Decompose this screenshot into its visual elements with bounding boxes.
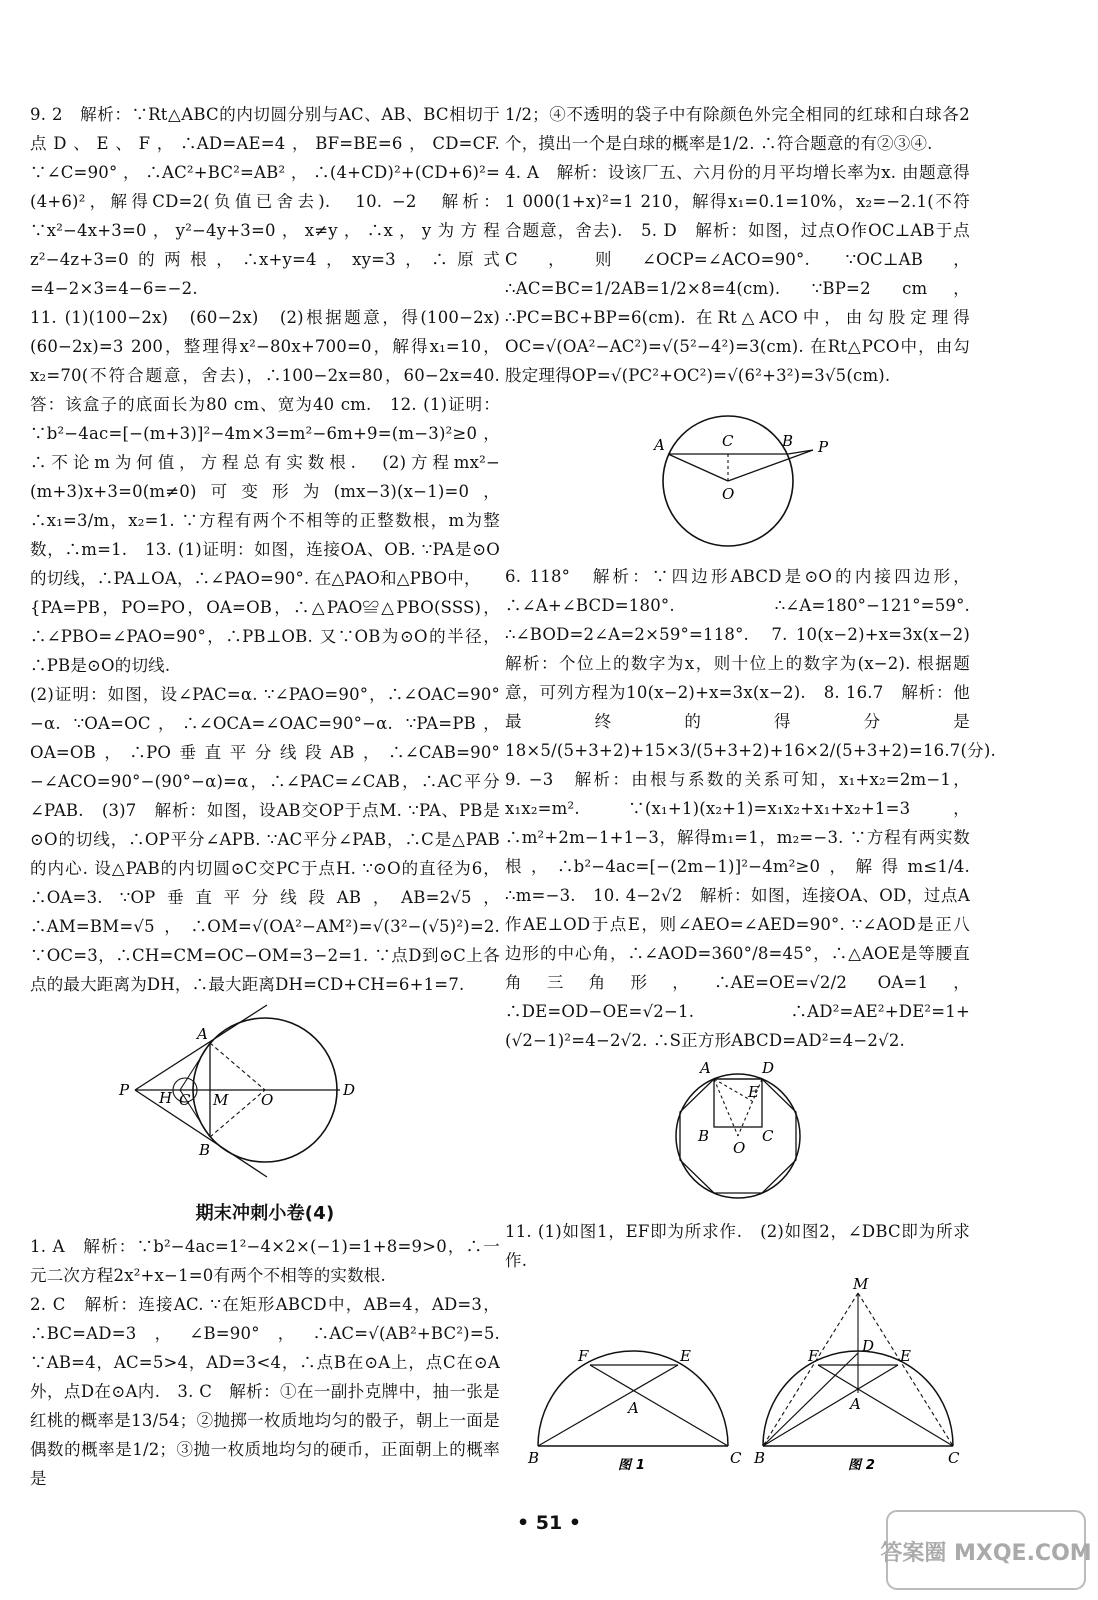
answer-11: 11. (1)如图1，EF即为所求作. (2)如图2，∠DBC即为所求作. — [505, 1222, 970, 1270]
fig2-label-a: A — [849, 1395, 861, 1413]
circle-chord-figure — [638, 396, 838, 556]
tangent-label-d: D — [343, 1081, 356, 1099]
fig2-label-d: D — [861, 1337, 874, 1355]
answer-13-part2-3: (2)证明：如图，设∠PAC=α. ∵∠PAO=90°，∴∠OAC=90°−α. ∵OA=OC，∴∠OCA=∠OAC=90°−α. ∵PA=PB，OA=OB，∴PO垂直平分线段AB，∴∠CAB=90°−∠ACO=90°−(90°−α)=α，∴∠PAC=∠CAB，∴AC平分∠PAB. (3)7 解析：如图，设AB交OP于点M. ∵PA、PB是⊙O的切线，∴OP平分∠APB. ∵AC平分∠PAB，∴C是△PAB的内心. 设△PAB的内切圆⊙C交PC于点H. ∵⊙O的直径为6，∴OA=3. ∵OP垂直平分线段AB，AB=2√5，∴AM=BM=√5，∴OM=√(OA²−AM²)=√(3²−(√5)²)=2. ∵OC=3，∴CH=CM=OC−OM=3−2=1. ∵点D到⊙C上各点的最大距离为DH，∴最大距离DH=CD+CH=6+1=7. — [30, 685, 500, 994]
fig1-label-c: C — [729, 1449, 742, 1467]
fig1-label-f: F — [577, 1347, 589, 1365]
answer-4-5: 4. A 解析：设该厂五、六月份的月平均增长率为x. 由题意得1 000(1+x)²=1 210，解得x₁=0.1=10%，x₂=−2.1(不符合题意，舍去). 5. D 解析：如图，过点O作OC⊥AB于点C，则∠OCP=∠ACO=90°. ∵OC⊥AB，∴AC=BC=1/2AB=1/2×8=4(cm). ∵BP=2 cm，∴PC=BC+BP=6(cm). 在Rt△ACO中，由勾股定理得OC=√(OA²−AC²)=√(5²−4²)=3(cm). 在Rt△PCO中，由勾股定理得OP=√(PC²+OC²)=√(6²+3²)=3√5(cm). — [505, 163, 970, 385]
tangent-circle-figure — [115, 1005, 415, 1185]
tangent-label-p: P — [119, 1081, 130, 1099]
tangent-label-h: H — [159, 1089, 173, 1107]
fig2-label-m: M — [852, 1275, 869, 1293]
oct-label-d: D — [761, 1059, 774, 1077]
tangent-label-c: C — [179, 1091, 191, 1109]
answer-4-1: 1. A 解析：∵b²−4ac=1²−4×2×(−1)=1+8=9>0，∴一元二次方程2x²+x−1=0有两个不相等的实数根. — [30, 1237, 500, 1285]
fig2-label-e: E — [899, 1347, 911, 1365]
circle-label-a: A — [653, 436, 665, 454]
answer-4-2-3: 2. C 解析：连接AC. ∵在矩形ABCD中，AB=4，AD=3，∴BC=AD=3，∠B=90°，∴AC=√(AB²+BC²)=5. ∵AB=4，AC=5>4，AD=3<4，∴点B在⊙A上，点C在⊙A外，点D在⊙A内. 3. C 解析：①在一副扑克牌中，抽一张是红桃的概率是13/54；②抛掷一枚质地均匀的骰子，朝上一面是偶数的概率是1/2；③抛一枚质地均匀的硬币，正面朝上的概率是 — [30, 1295, 500, 1488]
oct-label-o: O — [732, 1139, 745, 1157]
answer-11-13: 11. (1)(100−2x) (60−2x) (2)根据题意，得(100−2x)(60−2x)=3 200，整理得x²−80x+700=0，解得x₁=10，x₂=70(不符合题意，舍去)，∴100−2x=80，60−2x=40. 答：该盒子的底面长为80 cm、宽为40 cm. 12. (1)证明：∵b²−4ac=[−(m+3)]²−4m×3=m²−6m+9=(m−3)²≥0，∴不论m为何值，方程总有实数根. (2)方程mx²−(m+3)x+3=0(m≠0)可变形为(mx−3)(x−1)=0，∴x₁=3/m，x₂=1. ∵方程有两个不相等的正整数根，m为整数，∴m=1. 13. (1)证明：如图，连接OA、OB. ∵PA是⊙O的切线，∴PA⊥OA，∴∠PAO=90°. 在△PAO和△PBO中， — [30, 308, 500, 588]
right-column — [505, 100, 1013, 1477]
answer-3-continued: 1/2；④不透明的袋子中有除颜色外完全相同的红球和白球各2个，摸出一个是白球的概率是1/2. ∴符合题意的有②③④. — [505, 105, 970, 153]
answer-9-10: 9. 2 解析：∵Rt△ABC的内切圆分别与AC、AB、BC相切于点D、E、F，∴AD=AE=4，BF=BE=6，CD=CF. ∵∠C=90°，∴AC²+BC²=AB²，∴(4+CD)²+(CD+6)²=(4+6)²，解得CD=2(负值已舍去). 10. −2 解析：∵x²−4x+3=0，y²−4y+3=0，x≠y，∴x，y为方程z²−4z+3=0的两根，∴x+y=4，xy=3，∴原式=4−2×3=4−6=−2. — [30, 105, 500, 298]
oct-label-c: C — [761, 1127, 774, 1145]
watermark-logo — [880, 1510, 1092, 1590]
answer-6-10: 6. 118° 解析：∵四边形ABCD是⊙O的内接四边形，∴∠A+∠BCD=180°. ∴∠A=180°−121°=59°. ∴∠BOD=2∠A=2×59°=118°. 7. 10(x−2)+x=3x(x−2) 解析：个位上的数字为x，则十位上的数字为(x−2). 根据题意，可列方程为10(x−2)+x=3x(x−2). 8. 16.7 解析：他最终的得分是18×5/(5+3+2)+15×3/(5+3+2)+16×2/(5+3+2)=16.7(分). 9. −3 解析：由根与系数的关系可知，x₁+x₂=2m−1，x₁x₂=m². ∵(x₁+1)(x₂+1)=x₁x₂+x₁+x₂+1=3，∴m²+2m−1+1−3，解得m₁=1，m₂=−3. ∵方程有两实数根，∴b²−4ac=[−(2m−1)]²−4m²≥0，解得m≤1/4. ∴m=−3. 10. 4−2√2 解析：如图，连接OA、OD，过点A作AE⊥OD于点E，则∠AEO=∠AED=90°. ∵∠AOD是正八边形的中心角，∴∠AOD=360°/8=45°，∴△AOE是等腰直角三角形，∴AE=OE=√2/2 OA=1，∴DE=OD−OE=√2−1. ∴AD²=AE²+DE²=1+(√2−1)²=4−2√2. ∴S正方形ABCD=AD²=4−2√2. — [505, 567, 1013, 1050]
oct-label-e: E — [747, 1083, 759, 1101]
semicircle-figures — [518, 1275, 960, 1473]
circle-label-b: B — [781, 432, 793, 450]
tangent-label-m: M — [213, 1091, 229, 1109]
oct-label-b: B — [697, 1127, 709, 1145]
circle-label-o: O — [721, 485, 734, 503]
octagon-figure — [658, 1061, 818, 1211]
circle-label-p: P — [817, 438, 828, 456]
section-title: 期末冲刺小卷(4) — [195, 1203, 335, 1224]
fig1-caption: 图 1 — [617, 1458, 645, 1473]
fig1-label-a: A — [627, 1399, 639, 1417]
page-number: • 51 • — [517, 1512, 581, 1534]
tangent-label-a: A — [197, 1025, 209, 1043]
tangent-label-o: O — [261, 1091, 274, 1109]
watermark-text: 答案圈 MXQE.COM — [880, 1541, 1092, 1566]
oct-label-a: A — [699, 1059, 711, 1077]
left-column — [30, 100, 500, 1493]
fig2-caption: 图 2 — [847, 1458, 875, 1473]
circle-label-c: C — [721, 432, 734, 450]
fig2-label-b: B — [753, 1449, 765, 1467]
fig1-label-e: E — [679, 1347, 691, 1365]
tangent-label-b: B — [199, 1141, 211, 1159]
fig2-label-f: F — [807, 1347, 819, 1365]
fig1-label-b: B — [527, 1449, 539, 1467]
answer-13-system: {PA=PB，PO=PO，OA=OB，∴△PAO≌△PBO(SSS)，∴∠PBO=∠PAO=90°，∴PB⊥OB. 又∵OB为⊙O的半径，∴PB是⊙O的切线. — [30, 598, 500, 675]
fig2-label-c: C — [947, 1449, 960, 1467]
